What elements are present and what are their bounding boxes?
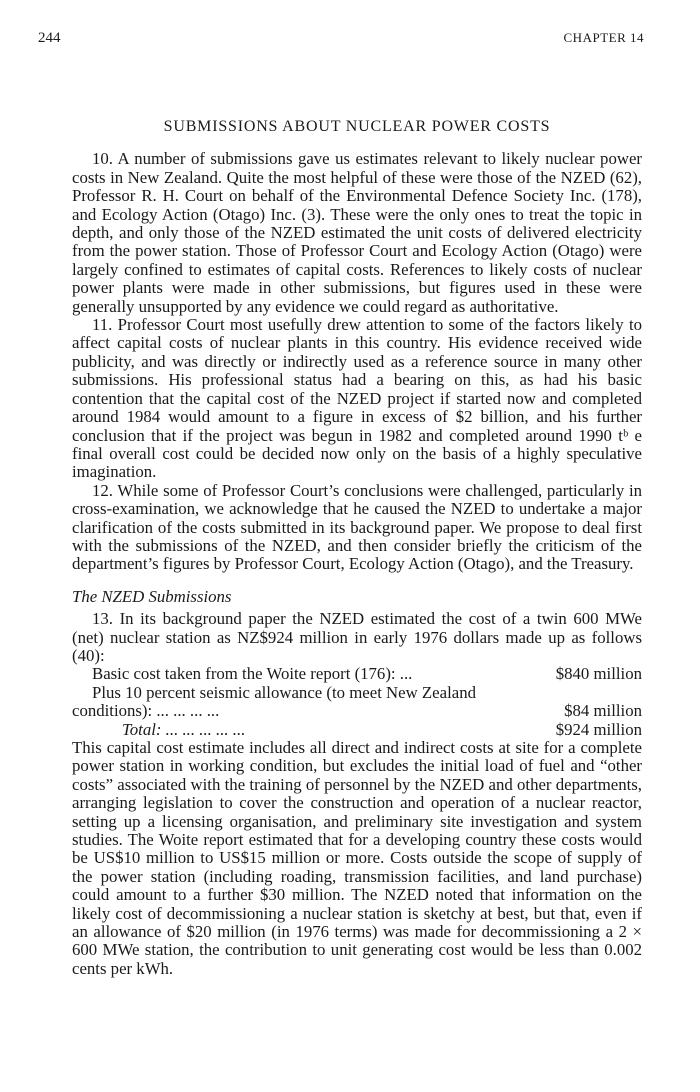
cost-row-seismic-label: Plus 10 percent seismic allowance (to meet New Zealand conditions): ... ... ... ... — [72, 682, 476, 721]
page-number: 244 — [38, 30, 61, 46]
cost-row-total-label: Total: ... ... ... ... ... — [122, 719, 246, 739]
cost-row-seismic — [72, 684, 642, 721]
subheading-nzed-submissions: The NZED Submissions — [72, 586, 232, 606]
paragraph-11: 11. Professor Court most usefully drew attention to some of the factors likely to affect capital costs of nuclear plants in this country. His evidence received wide publicity, and was directly or indirectly used as a reference source in many other submissions. His professional status had a bearing on this, as had his basic contention that the capital cost of the NZED project if started now and completed around 1984 would amount to a figure in excess of $2 billion, and his further conclusion that if the project was begun in 1982 and completed around 1990 tᵇ e final overall cost could be decided now only on the basis of a highly speculative imagination. — [72, 315, 642, 482]
cost-row-basic-label: Basic cost taken from the Woite report (176): ... — [92, 664, 413, 684]
paragraph-13-intro: 13. In its background paper the NZED estimated the cost of a twin 600 MWe (net) nuclear station as NZ$924 million in early 1976 dollars made up as follows (40): — [72, 609, 642, 665]
cost-table — [72, 665, 642, 739]
chapter-label: CHAPTER 14 — [563, 30, 644, 45]
cost-row-basic-amount: $840 million — [555, 664, 642, 684]
cost-row-total — [72, 721, 642, 739]
cost-row-total-amount: $924 million — [555, 719, 642, 739]
page-content — [72, 118, 642, 978]
paragraph-12: 12. While some of Professor Court’s conclusions were challenged, particularly in cross-examination, we acknowledge that he caused the NZED to undertake a major clarification of the costs submitted in its background paper. We propose to deal first with the submissions of the NZED, and then consider briefly the criticism of the department’s figures by Professor Court, Ecology Action (Otago), and the Treasury. — [72, 480, 642, 574]
paragraph-10: 10. A number of submissions gave us estimates relevant to likely nuclear power costs in New Zealand. Quite the most helpful of these were those of the NZED (62), Professor R. H. Court on behalf of the Environmental Defence Society Inc. (178), and Ecology Action (Otago) Inc. (3). These were the only ones to treat the topic in depth, and only those of the NZED estimated the unit costs of delivered electricity from the power station. Those of Professor Court and Ecology Action (Otago) were largely confined to estimates of capital costs. References to likely costs of nuclear power plants were made in other submissions, but figures used in these were generally unsupported by any evidence we could regard as authoritative. — [72, 149, 642, 316]
section-title: SUBMISSIONS ABOUT NUCLEAR POWER COSTS — [163, 118, 551, 135]
cost-row-basic — [72, 665, 642, 683]
paragraph-13-continued: This capital cost estimate includes all direct and indirect costs at site for a complete power station in working condition, but excludes the initial load of fuel and “other costs” associated with the training of personnel by the NZED and other departments, arranging legislation to cover the construction and operation of a nuclear reactor, setting up a licensing organisation, and preliminary site investigation and system studies. The Woite report estimated that for a developing country these costs would be US$10 million to US$15 million or more. Costs outside the scope of supply of the power station (including roading, transmission facilities, and land purchase) could amount to a further $30 million. The NZED noted that information on the likely cost of decommissioning a nuclear station is sketchy at best, but that, even if an allowance of $20 million (in 1976 terms) was made for decommissioning a 2 × 600 MWe station, the contribution to unit generating cost would be less than 0.002 cents per kWh. — [72, 738, 642, 978]
cost-row-seismic-amount: $84 million — [564, 701, 642, 721]
